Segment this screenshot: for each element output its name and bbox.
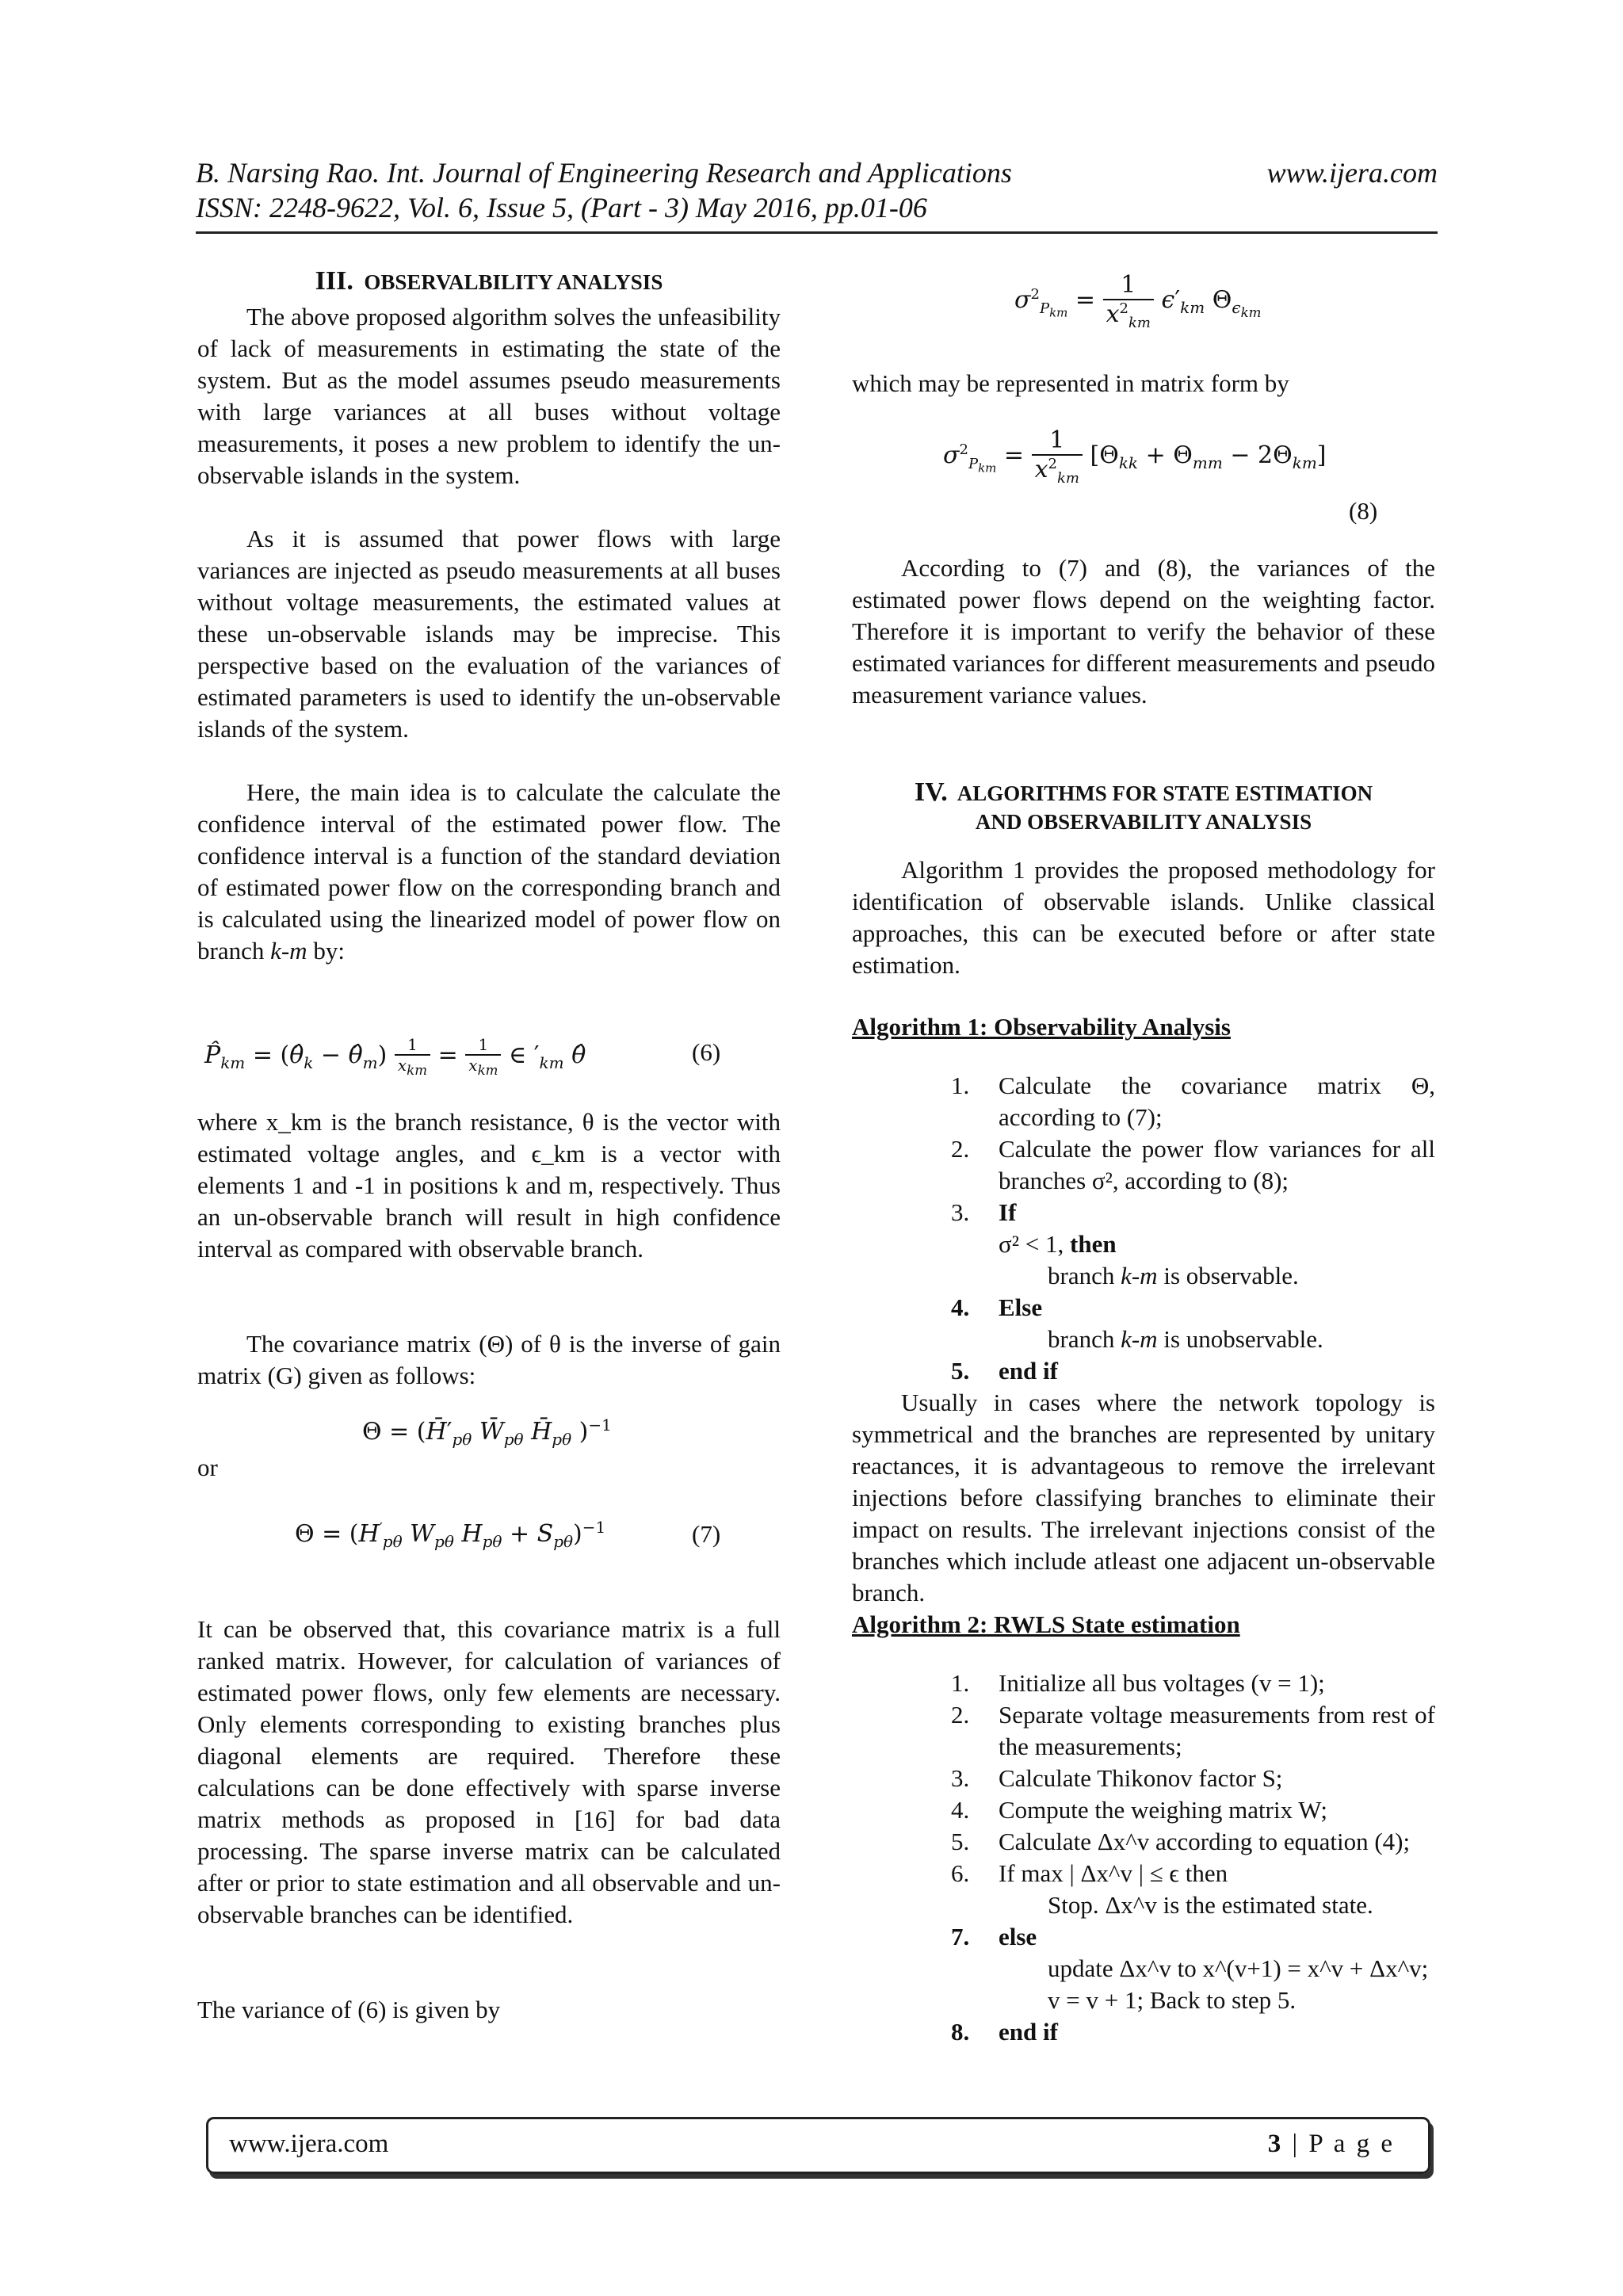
paragraph: Algorithm 1 provides the proposed methodology for identification of observable islands. Unlike classical approaches, this can be executed before or after state estimation. (852, 856, 1435, 979)
list-item: 8. end if (951, 2018, 1058, 2046)
equation-variance: $\sigma^2_{P_{km}}$ = $\frac{1}{x^2_{km}}$ $\epsilon'_{km}$ $\Theta_{\epsilon_{km}}$ (1014, 271, 1262, 331)
list-item: 4. Else (951, 1293, 1043, 1321)
list-item: 6. If max | Δx^v | ≤ ϵ then (951, 1859, 1228, 1887)
journal-citation: B. Narsing Rao. Int. Journal of Engineering Research and Applications (196, 157, 1012, 189)
list-item: v = v + 1; Back to step 5. (1048, 1986, 1296, 2014)
equation-6: $P̂_{km}$ = ($\thetâ_k$ − $\thetâ_m$) $\frac{1}{x_{km}}$ = $\frac{1}{x_{km}}$ ∈ $'_{km}$ θ̂ (204, 1035, 586, 1078)
section-heading-4: IV. ALGORITHMS FOR STATE ESTIMATION AND OBSERVABILITY ANALYSIS (914, 777, 1373, 834)
equation-covariance: $\Theta = (H̄'_{p\theta}$ $W̄_{p\theta}$ $H̄_{p\theta}$ )$^{-1}$ (362, 1415, 612, 1449)
paragraph: As it is assumed that power flows with large variances are injected as pseudo measurements at all buses without voltage measurements, the estimated values at these un-observable islands may be imprecise. This perspective based on the evaluation of the variances of estimated parameters is used to identify the un-observable islands of the system. (197, 525, 781, 743)
paragraph: Usually in cases where the network topology is symmetrical and the branches are represented by unitary reactances, it is advantageous to remove the irrelevant injections before classifying branches to eliminate their impact on results. The irrelevant injections consist of the branches which include atleast one adjacent un-observable branch. (852, 1389, 1435, 1606)
algorithm-2-steps (951, 1668, 1435, 2048)
journal-website[interactable]: www.ijera.com (1266, 157, 1438, 189)
list-item: 5. end if (951, 1357, 1058, 1385)
paragraph: The above proposed algorithm solves the unfeasibility of lack of measurements in estimating the state of the system. But as the model assumes pseudo measurements with large variances at all buses without voltage measurements, it poses a new problem to identify the un-observable islands in the system. (197, 303, 781, 489)
list-item: branch k-m is unobservable. (1048, 1325, 1323, 1353)
paragraph: Here, the main idea is to calculate the calculate the confidence interval of the estimated power flow. The confidence interval is a function of the standard deviation of estimated power flow on the corresponding branch and is calculated using the linearized model of power flow on branch k-m by: (197, 778, 781, 965)
paragraph: The variance of (6) is given by (197, 1996, 501, 2023)
or-label: or (197, 1454, 218, 1481)
paragraph: It can be observed that, this covariance matrix is a full ranked matrix. However, for calculation of variances of estimated power flows, only few elements are necessary. Only elements corresponding to existing branches plus diagonal elements are required. Therefore these calculations can be done effectively with sparse inverse matrix methods as proposed in [16] for bad data processing. The sparse inverse matrix can be calculated after or prior to state estimation and all observable and un-observable branches can be identified. (197, 1615, 781, 1928)
list-item: update Δx^v to x^(v+1) = x^v + Δx^v; (1048, 1954, 1429, 1982)
page-footer (206, 2117, 1430, 2174)
equation-number: (6) (692, 1038, 721, 1066)
list-item: 1. Initialize all bus voltages (v = 1); (951, 1669, 1325, 1697)
equation-number: (7) (692, 1520, 721, 1548)
left-column (197, 267, 781, 967)
equation-7: $\Theta = (H'_{p\theta}$ $W_{p\theta}$ $H_{p\theta} + S_{p\theta})^{-1}$ (295, 1518, 606, 1551)
list-item: σ² < 1, then (999, 1230, 1117, 1258)
equation-8: $\sigma^2_{P_{km}}$ = $\frac{1}{x^2_{km}}$ $[\Theta_{kk} + \Theta_{mm} - 2\Theta_{km}]$ (943, 426, 1327, 487)
list-item: 5. Calculate Δx^v according to equation (4); (951, 1828, 1411, 1855)
list-item: 4. Compute the weighing matrix W; (951, 1796, 1327, 1824)
paragraph: which may be represented in matrix form by (852, 369, 1289, 397)
list-item: 1. Calculate the covariance matrix Θ, according to (7); (951, 1072, 1435, 1131)
list-item: 2. Calculate the power flow variances for all branches σ², according to (8); (951, 1135, 1435, 1194)
list-item: 3. If (951, 1198, 1017, 1226)
list-item: branch k-m is observable. (1048, 1262, 1299, 1289)
list-item: 3. Calculate Thikonov factor S; (951, 1764, 1283, 1792)
issn-line: ISSN: 2248-9622, Vol. 6, Issue 5, (Part - 3) May 2016, pp.01-06 (196, 192, 927, 223)
paragraph: According to (7) and (8), the variances of the estimated power flows depend on the weighting factor. Therefore it is important to verify the behavior of these estimated variances for different measurements and pseudo measurement variance values. (852, 554, 1435, 709)
list-item: 7. else (951, 1923, 1037, 1950)
equation-number: (8) (1349, 497, 1378, 525)
paragraph: The covariance matrix (Θ) of θ is the inverse of gain matrix (G) given as follows: (197, 1330, 781, 1389)
algorithm-1-title: Algorithm 1: Observability Analysis (852, 1013, 1231, 1041)
footer-website[interactable]: www.ijera.com (229, 2130, 389, 2158)
page-number: 3 | P a g e (1267, 2130, 1395, 2158)
header-rule (196, 231, 1438, 234)
section-heading-3: III. OBSERVALBILITY ANALYSIS (315, 266, 663, 296)
list-item: 2. Separate voltage measurements from rest of the measurements; (951, 1701, 1435, 1760)
algorithm-2-title: Algorithm 2: RWLS State estimation (852, 1610, 1240, 1638)
list-item: Stop. Δx^v is the estimated state. (1048, 1891, 1373, 1919)
algorithm-1-steps (951, 1070, 1435, 1387)
paragraph: where x_km is the branch resistance, θ is the vector with estimated voltage angles, and ϵ_km is a vector with elements 1 and -1 in positions k and m, respectively. Thus an un-observable branch will result in high confidence interval as compared with observable branch. (197, 1108, 781, 1263)
